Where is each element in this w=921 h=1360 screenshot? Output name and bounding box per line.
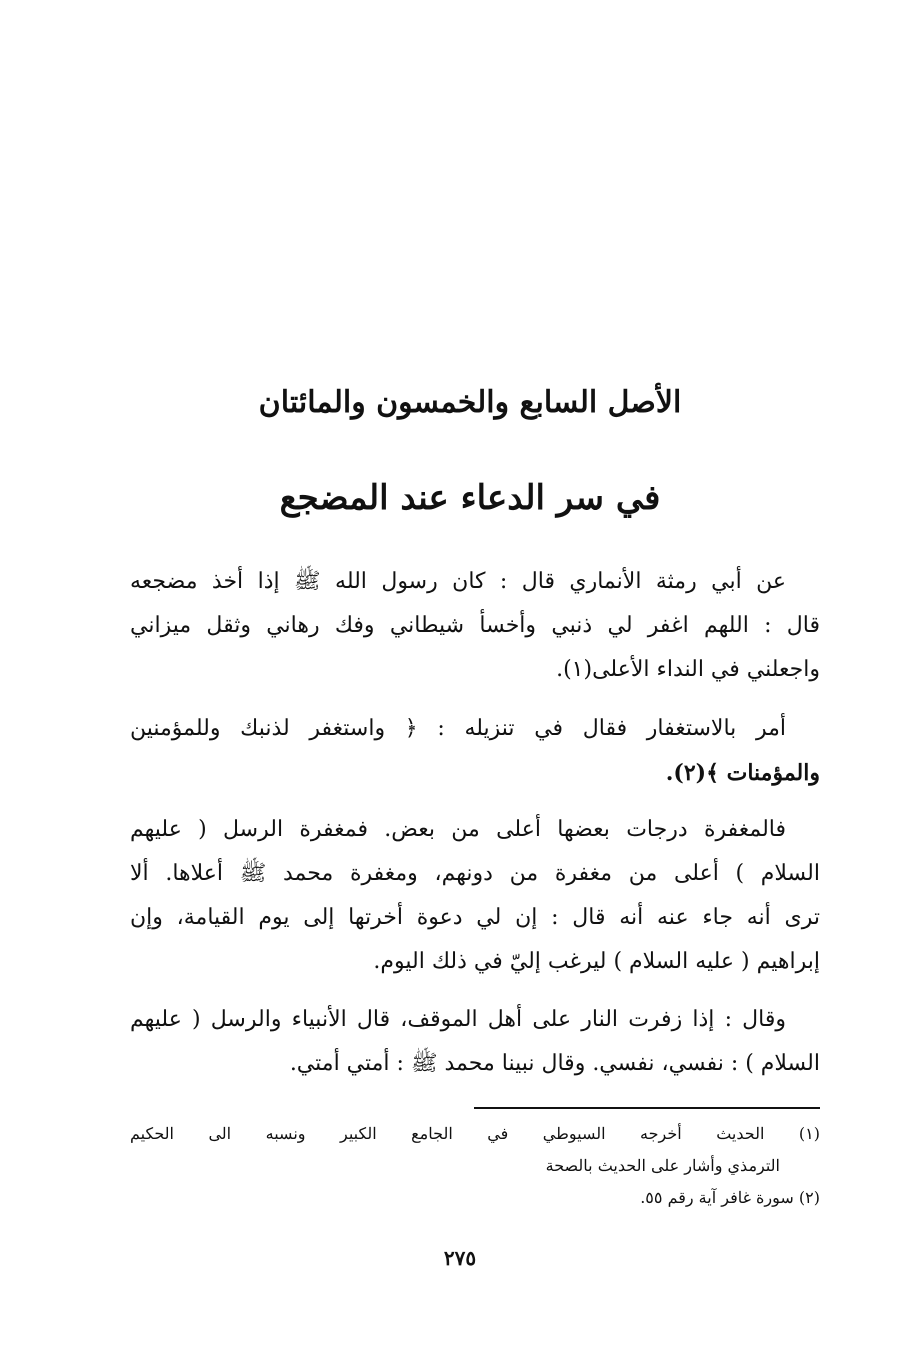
footnote-line: (١) الحديث أخرجه السيوطي في الجامع الكبير ونسبه الى الحكيم: [130, 1124, 821, 1143]
page-number: ٢٧٥: [443, 1246, 477, 1270]
text-line: أمر بالاستغفار فقال في تنزيله : ﴿ واستغفر لذنبك وللمؤمنين: [130, 716, 786, 741]
footnote-line: (٢) سورة غافر آية رقم ٥٥.: [640, 1188, 820, 1207]
text-line: السلام ) أعلى من مغفرة من دونهم، ومغفرة محمد ﷺ أعلاها. ألا: [130, 861, 820, 886]
chapter-title: الأصل السابع والخمسون والمائتان: [258, 385, 682, 420]
footnote-divider: [474, 1107, 820, 1109]
text-line: السلام ) : نفسي، نفسي. وقال نبينا محمد ﷺ : أمتي أمتي.: [289, 1051, 820, 1076]
text-line: قال : اللهم اغفر لي ذنبي وأخسأ شيطاني وفك رهاني وثقل ميزاني: [130, 613, 820, 638]
text-line: واجعلني في النداء الأعلى(١).: [556, 657, 820, 682]
text-line: إبراهيم ( عليه السلام ) ليرغب إليّ في ذلك اليوم.: [373, 949, 820, 974]
paragraph-3: [130, 808, 820, 984]
text-line: وقال : إذا زفرت النار على أهل الموقف، قال الأنبياء والرسل ( عليهم: [130, 1007, 786, 1032]
chapter-subtitle: في سر الدعاء عند المضجع: [279, 478, 661, 518]
paragraph-4: [130, 998, 820, 1086]
text-line: ترى أنه جاء عنه أنه قال : إن لي دعوة أخرتها إلى يوم القيامة، وإن: [130, 905, 820, 930]
text-line: عن أبي رمثة الأنماري قال : كان رسول الله ﷺ إذا أخذ مضجعه: [130, 569, 786, 594]
footnote-line: الترمذي وأشار على الحديث بالصحة: [545, 1156, 780, 1175]
text-line: فالمغفرة درجات بعضها أعلى من بعض. فمغفرة الرسل ( عليهم: [130, 817, 786, 842]
paragraph-2: [130, 707, 820, 795]
text-line: والمؤمنات ﴾(٢).: [665, 760, 820, 786]
footnotes: [130, 1118, 820, 1214]
paragraph-1: [130, 560, 820, 692]
